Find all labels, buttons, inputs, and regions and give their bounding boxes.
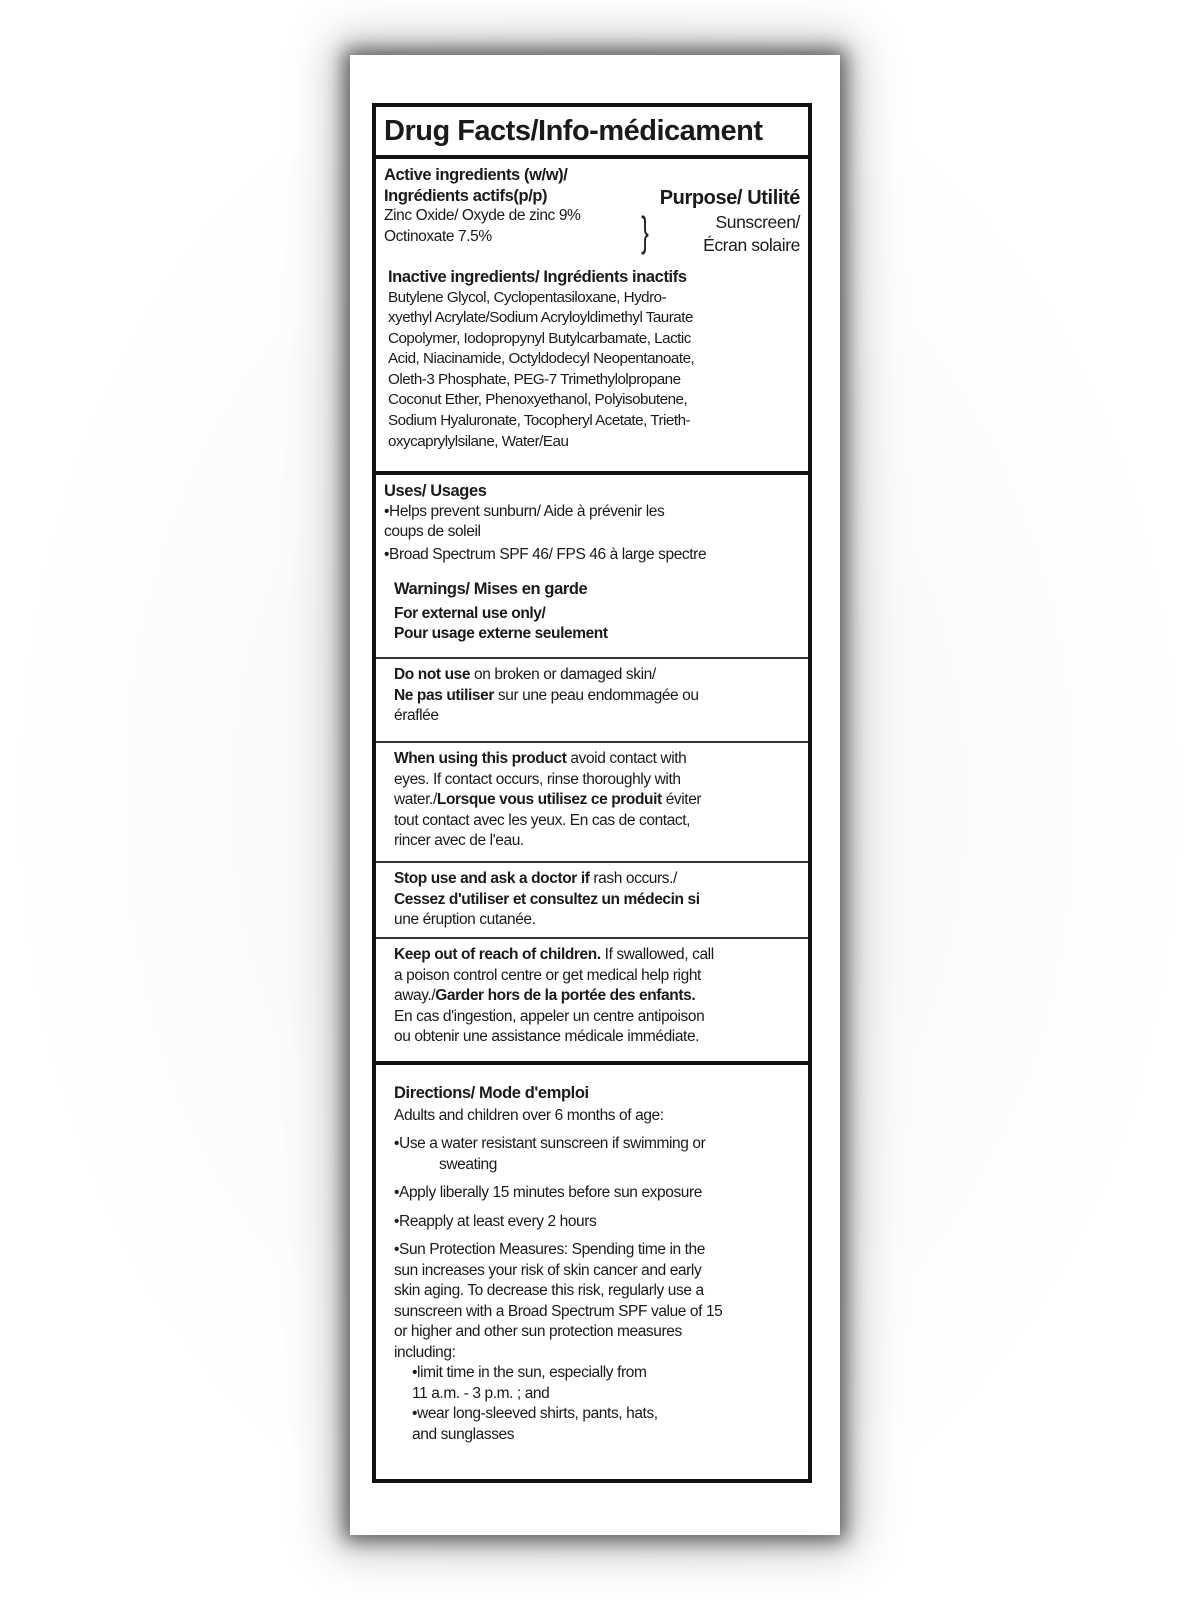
do-not-use-section xyxy=(376,659,808,743)
lorsque-label: Lorsque vous utilisez ce produit xyxy=(436,791,662,808)
stop-use-line-2: Cessez d'utiliser et consultez un médecin si xyxy=(394,890,700,908)
directions-item-4 xyxy=(394,1240,800,1445)
stop-use-text: rash occurs./ xyxy=(589,870,677,887)
stop-use-line-1 xyxy=(394,869,800,890)
when-using-text: water./ xyxy=(394,791,437,808)
directions-intro: Adults and children over 6 months of age: xyxy=(394,1106,664,1124)
drug-facts-panel xyxy=(372,103,812,1483)
warnings-heading: Warnings/ Mises en garde xyxy=(394,580,588,598)
drug-facts-label-card xyxy=(350,55,840,1535)
do-not-use-label: Do not use xyxy=(394,666,471,683)
inactive-heading: Inactive ingredients/ Ingrédients inactifs xyxy=(388,268,687,286)
directions-heading: Directions/ Mode d'emploi xyxy=(394,1084,589,1102)
keep-out-label: Keep out of reach of children. xyxy=(394,946,601,963)
do-not-use-text: on broken or damaged skin/ xyxy=(470,666,656,683)
warnings-line-1: For external use only/ xyxy=(394,604,546,622)
do-not-use-line-2 xyxy=(394,686,800,707)
when-using-line-4: tout contact avec les yeux. En cas de contact, xyxy=(394,811,691,829)
keep-out-text: away./ xyxy=(394,987,436,1004)
purpose-heading: Purpose/ Utilité xyxy=(659,187,800,209)
when-using-section xyxy=(376,743,808,863)
directions-item-4-line: skin aging. To decrease this risk, regularly use a xyxy=(394,1282,704,1299)
keep-out-line-5: ou obtenir une assistance médicale immédiate. xyxy=(394,1028,700,1045)
inactive-line: xyethyl Acrylate/Sodium Acryloyldimethyl Taurate xyxy=(388,309,693,327)
stop-use-label: Stop use and ask a doctor if xyxy=(394,870,590,887)
inactive-list xyxy=(388,288,800,453)
active-heading-line-1: Active ingredients (w/w)/ xyxy=(384,166,568,184)
directions-item-1-line: sweating xyxy=(439,1155,497,1173)
ne-pas-utiliser-label: Ne pas utiliser xyxy=(394,686,494,704)
uses-line: •Helps prevent sunburn/ Aide à prévenir les xyxy=(384,502,665,520)
keep-out-text: If swallowed, call xyxy=(600,946,714,963)
directions-section xyxy=(376,1065,808,1445)
do-not-use-line-3: éraflée xyxy=(394,707,439,724)
directions-sub-line: 11 a.m. - 3 p.m. ; and xyxy=(412,1384,550,1402)
when-using-line-2: eyes. If contact occurs, rinse thoroughly with xyxy=(394,770,681,788)
active-item-octinoxate: Octinoxate 7.5% xyxy=(384,227,492,245)
directions-item-1 xyxy=(394,1134,800,1175)
keep-out-line-2: a poison control centre or get medical help right xyxy=(394,966,701,984)
active-ingredients-block xyxy=(384,165,639,247)
keep-out-line-1 xyxy=(394,945,800,966)
keep-out-line-4: En cas d'ingestion, appeler un centre antipoison xyxy=(394,1007,705,1025)
inactive-line: oxycaprylylsilane, Water/Eau xyxy=(388,432,569,450)
inactive-line: Sodium Hyaluronate, Tocopheryl Acetate, Trieth- xyxy=(388,412,691,430)
directions-item-4-line: sun increases your risk of skin cancer and early xyxy=(394,1261,702,1279)
warnings-block xyxy=(384,579,800,645)
inactive-line: Copolymer, Iodopropynyl Butylcarbamate, Lactic xyxy=(388,329,691,347)
warnings-line-2: Pour usage externe seulement xyxy=(394,625,608,642)
inactive-line: Butylene Glycol, Cyclopentasiloxane, Hydro- xyxy=(388,288,667,306)
inactive-ingredients-block xyxy=(384,267,800,452)
when-using-text: éviter xyxy=(661,791,702,808)
when-using-line-1 xyxy=(394,749,800,770)
directions-item-4-line: sunscreen with a Broad Spectrum SPF value of 15 xyxy=(394,1302,723,1320)
active-heading-line-2: Ingrédients actifs(p/p) xyxy=(384,186,548,205)
when-using-label: When using this product xyxy=(394,750,567,767)
garder-label: Garder hors de la portée des enfants. xyxy=(435,987,696,1004)
when-using-text: avoid contact with xyxy=(566,750,687,767)
directions-sub-line: •wear long-sleeved shirts, pants, hats, xyxy=(412,1405,658,1422)
inactive-line: Coconut Ether, Phenoxyethanol, Polyisobutene, xyxy=(388,391,688,409)
do-not-use-line-1 xyxy=(394,665,800,686)
inactive-line: Oleth-3 Phosphate, PEG-7 Trimethylolpropane xyxy=(388,370,681,388)
active-item-zinc-oxide: Zinc Oxide/ Oxyde de zinc 9% xyxy=(384,207,581,224)
directions-item-4-line: •Sun Protection Measures: Spending time in the xyxy=(394,1241,705,1258)
when-using-line-3 xyxy=(394,790,800,811)
brace-icon: } xyxy=(641,208,649,255)
purpose-line-1: Sunscreen/ xyxy=(715,212,800,232)
uses-warnings-section xyxy=(376,475,808,659)
when-using-line-5: rincer avec de l'eau. xyxy=(394,832,524,849)
spacer xyxy=(384,565,800,579)
stop-use-section xyxy=(376,863,808,939)
directions-item-3: •Reapply at least every 2 hours xyxy=(394,1212,597,1230)
keep-out-line-3 xyxy=(394,986,800,1007)
uses-line: coups de soleil xyxy=(384,523,481,540)
directions-item-4-line: including: xyxy=(394,1343,456,1361)
directions-item-4-line: or higher and other sun protection measures xyxy=(394,1323,682,1340)
ingredients-section xyxy=(376,159,808,475)
uses-line: •Broad Spectrum SPF 46/ FPS 46 à large spectre xyxy=(384,545,707,563)
panel-title: Drug Facts/Info-médicament xyxy=(376,107,808,159)
stop-use-line-3: une éruption cutanée. xyxy=(394,911,536,928)
keep-out-of-reach-section xyxy=(376,939,808,1065)
uses-heading: Uses/ Usages xyxy=(384,482,487,500)
ne-pas-utiliser-text: sur une peau endommagée ou xyxy=(493,686,699,704)
purpose-line-2: Écran solaire xyxy=(703,235,800,255)
directions-item-2: •Apply liberally 15 minutes before sun exposure xyxy=(394,1184,703,1201)
inactive-line: Acid, Niacinamide, Octyldodecyl Neopentanoate, xyxy=(388,350,695,368)
directions-sub-line: and sunglasses xyxy=(412,1425,515,1443)
purpose-block xyxy=(660,185,800,257)
directions-sub-line: •limit time in the sun, especially from xyxy=(412,1364,647,1381)
directions-item-1-line: •Use a water resistant sunscreen if swimming or xyxy=(394,1135,706,1152)
